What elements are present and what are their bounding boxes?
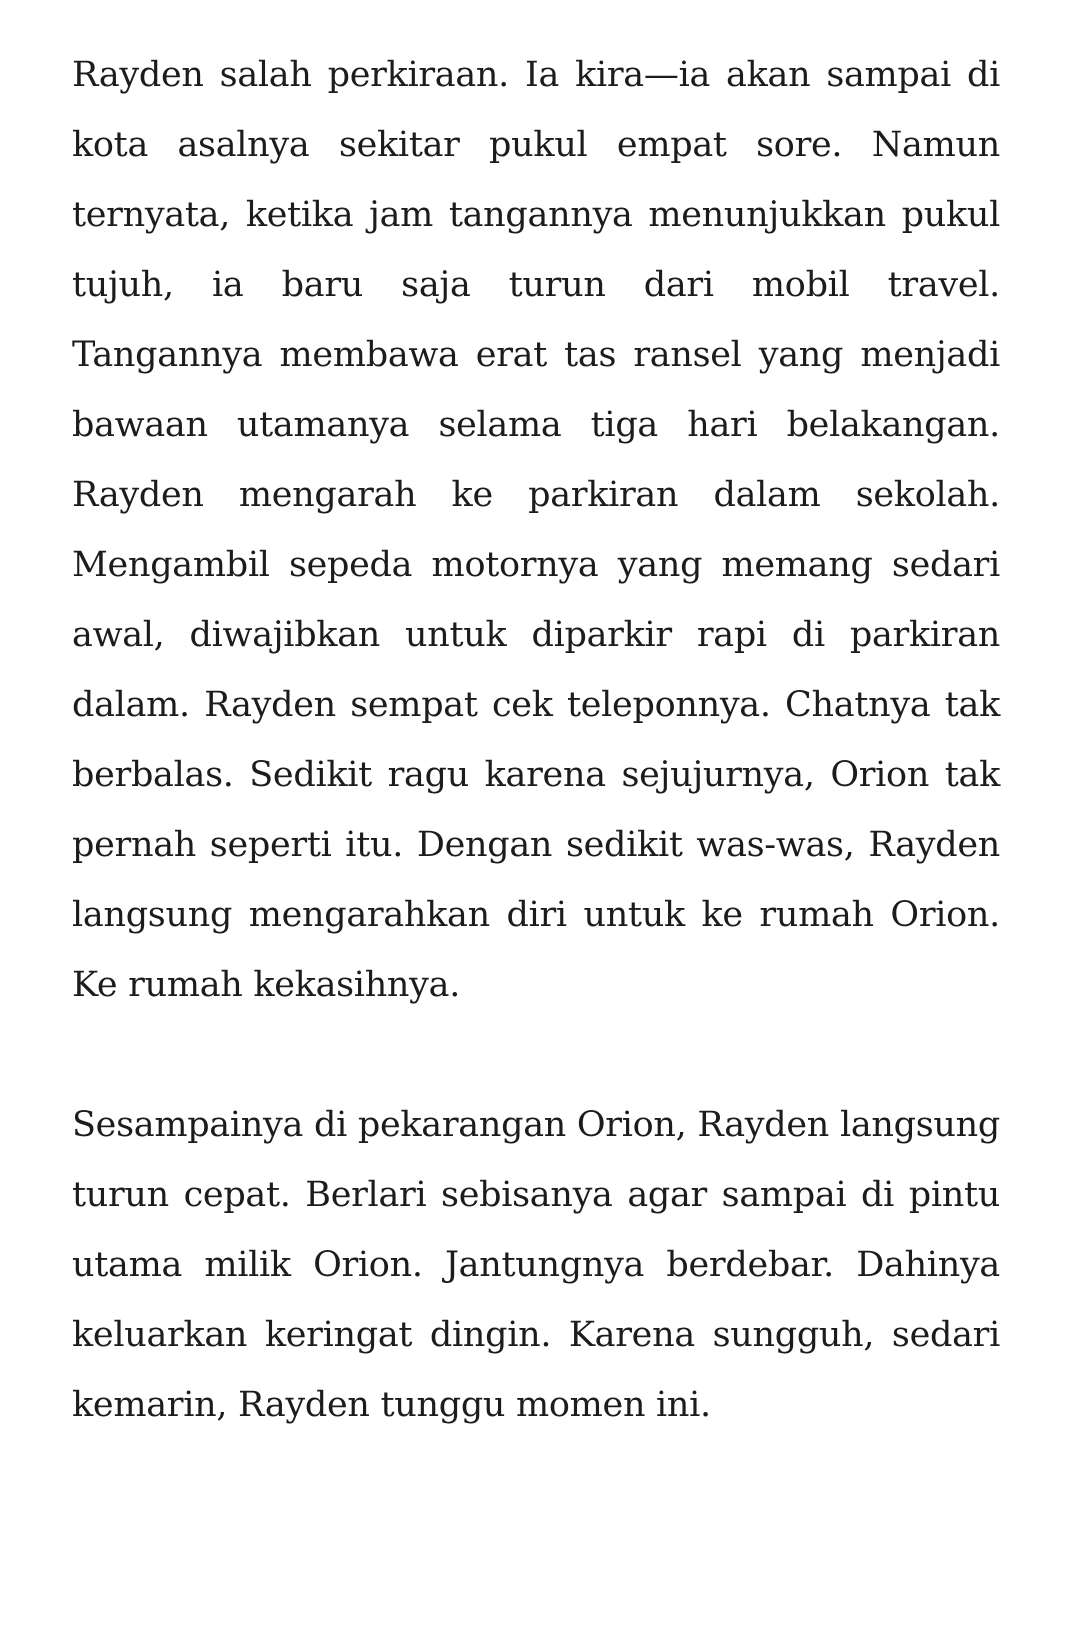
story-paragraph-1: Rayden salah perkiraan. Ia kira—ia akan sampai di kota asalnya sekitar pukul empat sore. Namun ternyata, ketika jam tangannya menunjukkan pukul tujuh, ia baru saja turun dari mobil travel. Tangannya membawa erat tas ransel yang menjadi bawaan utamanya selama tiga hari belakangan. Rayden mengarah ke parkiran dalam sekolah. Mengambil sepeda motornya yang memang sedari awal, diwajibkan untuk diparkir rapi di parkiran dalam. Rayden sempat cek teleponnya. Chatnya tak berbalas. Sedikit ragu karena sejujurnya, Orion tak pernah seperti itu. Dengan sedikit was-was, Rayden langsung mengarahkan diri untuk ke rumah Orion. Ke rumah kekasihnya. [72,55,1000,1005]
story-paragraph-2: Sesampainya di pekarangan Orion, Rayden langsung turun cepat. Berlari sebisanya agar sampai di pintu utama milik Orion. Jantungnya berdebar. Dahinya keluarkan keringat dingin. Karena sungguh, sedari kemarin, Rayden tunggu momen ini. [72,1105,1000,1425]
reading-page [72,40,1000,1440]
